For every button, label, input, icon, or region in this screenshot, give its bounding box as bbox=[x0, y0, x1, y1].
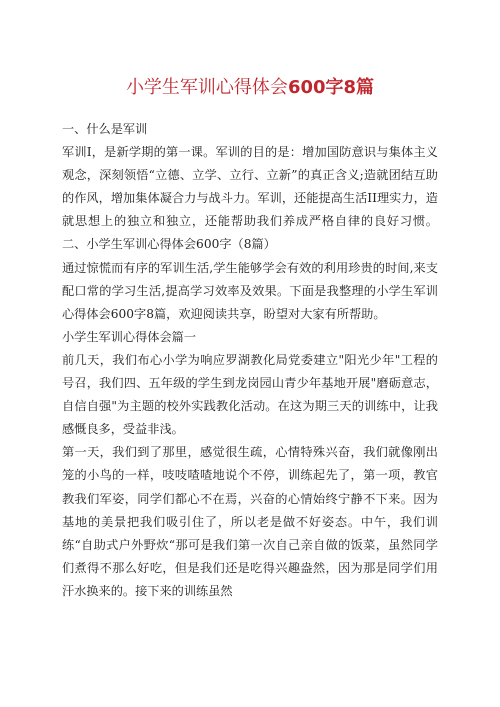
section-heading: 一、什么是军训 bbox=[62, 122, 148, 136]
document-title bbox=[0, 76, 500, 100]
paragraph: 第一天，我们到了那里，感觉很生疏，心情特殊兴奋，我们就像刚出笼的小鸟的一样，吱吱喳喳地说个不停，训练起先了，第一项，教官教我们军姿，同学们都心不在焉，兴奋的心情始终宁静不下来。因为基地的美景把我们吸引住了，所以老是做不好姿态。中午，我们训练“自助式户外野炊“那可是我们第一次自己亲自做的饭菜，虽然同学们煮得不那么好吃，但是我们还是吃得兴趣盎然，因为那是同学们用汗水换来的。接下来的训练虽然 bbox=[62, 445, 438, 598]
paragraph: 前几天，我们布心小学为响应罗湖教化局党委建立"阳光少年"工程的号召，我们四、五年级的学生到龙岗园山青少年基地开展"磨砺意志，自信自强"为主题的校外实践教化活动。在这为期三天的训练中，让我感慨良多，受益非浅。 bbox=[62, 352, 438, 437]
section-heading: 小学生军训心得体会篇一 bbox=[62, 329, 197, 344]
document-body bbox=[62, 118, 438, 603]
title-prefix: 小学生军训心得体会 bbox=[125, 77, 288, 98]
paragraph: 通过惊慌而有序的军训生活,学生能够学会有效的利用珍贵的时间,来支配口常的学习生活,提高学习效率及效果。下面是我整理的小学生军训心得体会600字8篇，欢迎阅读共享，盼望对大家有所帮助。 bbox=[62, 260, 438, 321]
title-bold-suffix: 600字8篇 bbox=[287, 77, 375, 98]
paragraph: 军训I，是新学期的第一课。军训的目的是：增加国防意识与集体主义观念，深刻领悟“立德、立学、立行、立新”的真正含义;造就团结互助的作风，增加集体凝合力与战斗力。军训，还能提高生活II理实力，造就思想上的独立和独立，还能帮助我们养成严格自律的良好习惯。二、小学生军训心得体会600字（8篇） bbox=[62, 145, 438, 252]
